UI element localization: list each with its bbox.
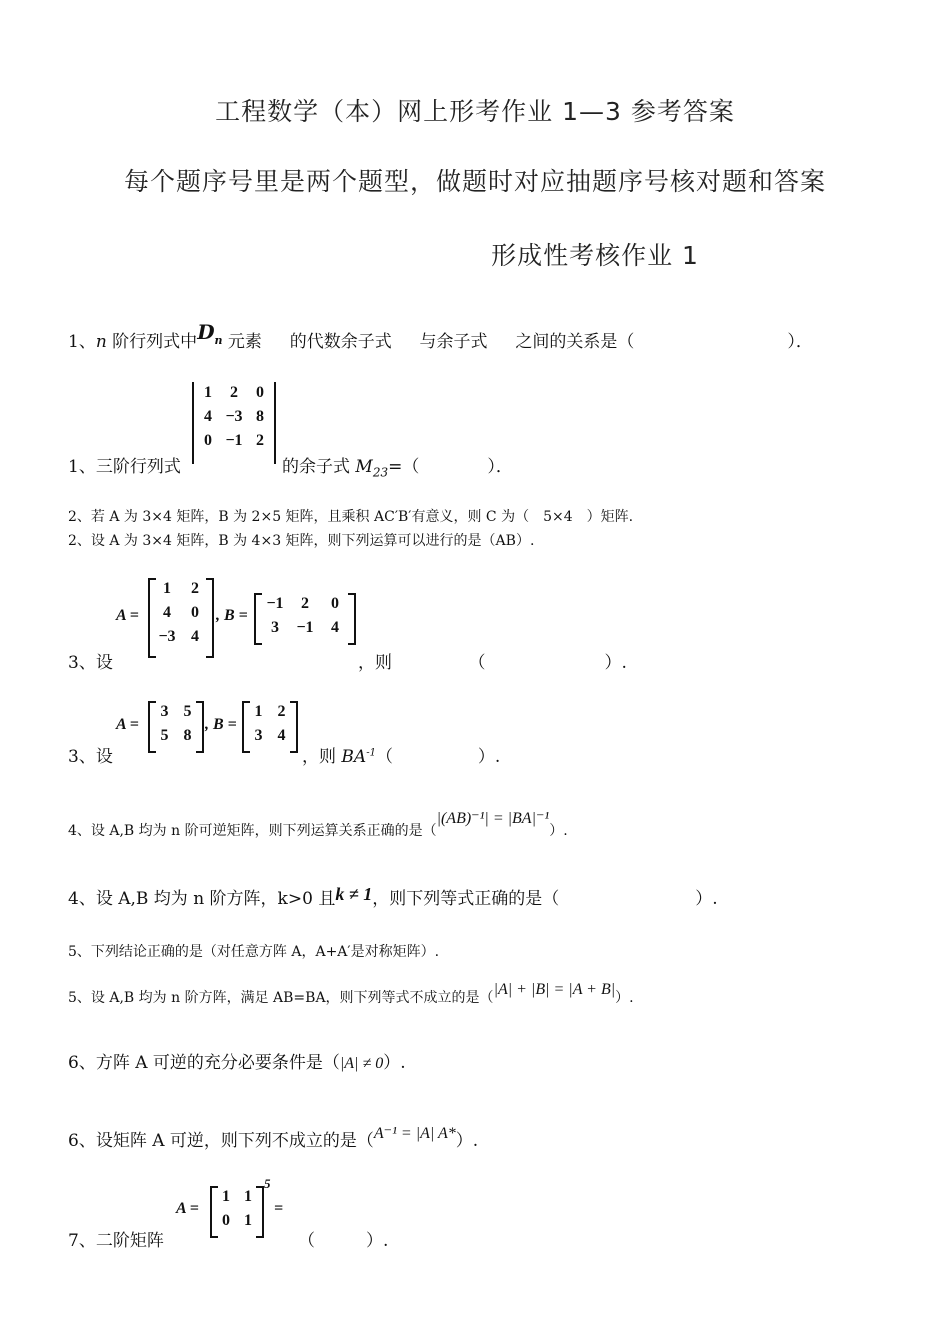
page-title: 工程数学（本）网上形考作业 1—3 参考答案 <box>215 97 735 126</box>
matrix-q7-cell: 1 <box>244 1212 252 1229</box>
question-1a: 1、n 阶行列式中$D_n$ 元素 的代数余子式 与余子式 之间的关系是（ ）． <box>68 320 813 352</box>
matrix-b-q3b-cell: 2 <box>277 703 286 720</box>
det-q1b-cell: 2 <box>256 432 264 449</box>
matrix-a-q3b-cell: 3 <box>160 703 169 720</box>
matrix-q7-cell: 0 <box>222 1212 230 1229</box>
question-2a: 2、若 A 为 3×4 矩阵，B 为 2×5 矩阵，且乘积 AC′B′有意义，则 C 为（ 5×4 ）矩阵. <box>68 509 634 525</box>
page-note: 每个题序号里是两个题型，做题时对应抽题序号核对题和答案 <box>123 167 826 196</box>
question-6b: 6、设矩阵 A 可逆，则下列不成立的是（A⁻¹ = |A| A*）. <box>68 1125 479 1151</box>
question-1b: 1、三阶行列式 <box>68 457 181 477</box>
formula-6b: A⁻¹ = |A| A* <box>373 1125 456 1142</box>
question-6a: 6、方阵 A 可逆的充分必要条件是（|A| ≠ 0）. <box>68 1053 406 1073</box>
question-3a-tail: ，则 （ ）. <box>358 653 627 673</box>
det-q1b-cell: 4 <box>204 408 212 425</box>
question-3b-label: 3、设 <box>68 747 113 767</box>
matrix-a-label: A = <box>116 607 139 624</box>
matrix-b-q3a-cell: 0 <box>331 595 339 612</box>
formula-4a: |(AB)⁻¹| = |BA|⁻¹ <box>436 810 550 827</box>
matrix-b-q3b-cell: 4 <box>277 727 286 744</box>
matrix-b-q3a-cell: 3 <box>271 619 279 636</box>
matrix-a-q3a-cell: 0 <box>191 604 199 621</box>
det-q1b-cell: 8 <box>256 408 264 425</box>
matrix-b-q3b-cell: 3 <box>254 727 263 744</box>
matrix-power: 5 <box>264 1176 271 1191</box>
det-q1b-cell: 2 <box>230 384 238 401</box>
matrix-q7 <box>210 1186 264 1238</box>
formula-4b: k ≠ 1 <box>335 884 373 904</box>
question-3a-label: 3、设 <box>68 653 113 673</box>
matrix-a-q3a-cell: 4 <box>163 604 171 621</box>
matrix-b-q3a-cell: −1 <box>296 619 314 636</box>
matrix-b-q3a-cell: −1 <box>266 595 284 612</box>
matrix-b-q3b-cell: 1 <box>254 703 263 720</box>
question-4b: 4、设 A,B 均为 n 阶方阵，k>0 且k ≠ 1，则下列等式正确的是（ ）. <box>68 884 718 909</box>
matrix-a-q3a-cell: 4 <box>191 628 199 645</box>
matrix-a-q3b-cell: 5 <box>160 727 169 744</box>
matrix-a-q3b-cell: 8 <box>183 727 192 744</box>
matrix-a-label-7: A = <box>176 1200 199 1217</box>
matrix-b-q3a-cell: 4 <box>331 619 339 636</box>
matrix-b-label: , B = <box>216 607 248 624</box>
question-5a: 5、下列结论正确的是（对任意方阵 A，A+A′是对称矩阵）. <box>68 944 440 960</box>
matrix-q7-cell: 1 <box>244 1188 252 1205</box>
formula-6a: |A| ≠ 0 <box>339 1055 384 1072</box>
matrix-a-q3b-cell: 5 <box>183 703 192 720</box>
formula-5b: |A| + |B| = |A + B| <box>493 981 616 998</box>
question-4a: 4、设 A,B 均为 n 阶可逆矩阵，则下列运算关系正确的是（|(AB)⁻¹| = |BA|⁻¹）. <box>68 810 568 839</box>
question-3b-tail: ，则 $BA^{-1}$（ ）. <box>302 747 501 767</box>
determinant-q1b <box>192 382 276 464</box>
question-7-label: 7、二阶矩阵 <box>68 1231 164 1251</box>
matrix-a-q3a-cell: −3 <box>158 628 176 645</box>
matrix-b-label-3b: , B = <box>205 716 237 733</box>
matrix-a-q3a-cell: 1 <box>163 580 171 597</box>
matrix-b-q3a <box>254 593 356 645</box>
question-5b: 5、设 A,B 均为 n 阶方阵，满足 AB=BA，则下列等式不成立的是（|A| + |B| = |A + B|）. <box>68 981 634 1006</box>
matrix-a-q3a-cell: 2 <box>191 580 199 597</box>
question-2b: 2、设 A 为 3×4 矩阵，B 为 4×3 矩阵，则下列运算可以进行的是（AB）. <box>68 533 535 549</box>
det-q1b-cell: 1 <box>204 384 212 401</box>
det-q1b-cell: −3 <box>225 408 243 425</box>
det-q1b-cell: 0 <box>256 384 264 401</box>
matrix-a-label-3b: A = <box>116 716 139 733</box>
question-1b-tail: 的余子式 $M_{23}=$（ ）． <box>282 457 513 480</box>
det-q1b-cell: −1 <box>225 432 243 449</box>
matrix-a-q3b <box>148 701 204 753</box>
question-7-tail: （ ）. <box>298 1231 389 1251</box>
det-q1b-cell: 0 <box>204 432 212 449</box>
matrix-b-q3b <box>242 701 298 753</box>
section-title: 形成性考核作业 1 <box>491 241 699 270</box>
matrix-b-q3a-cell: 2 <box>301 595 309 612</box>
matrix-q7-cell: 1 <box>222 1188 230 1205</box>
matrix-a-q3a <box>148 578 214 658</box>
matrix-equals: = <box>274 1200 284 1217</box>
